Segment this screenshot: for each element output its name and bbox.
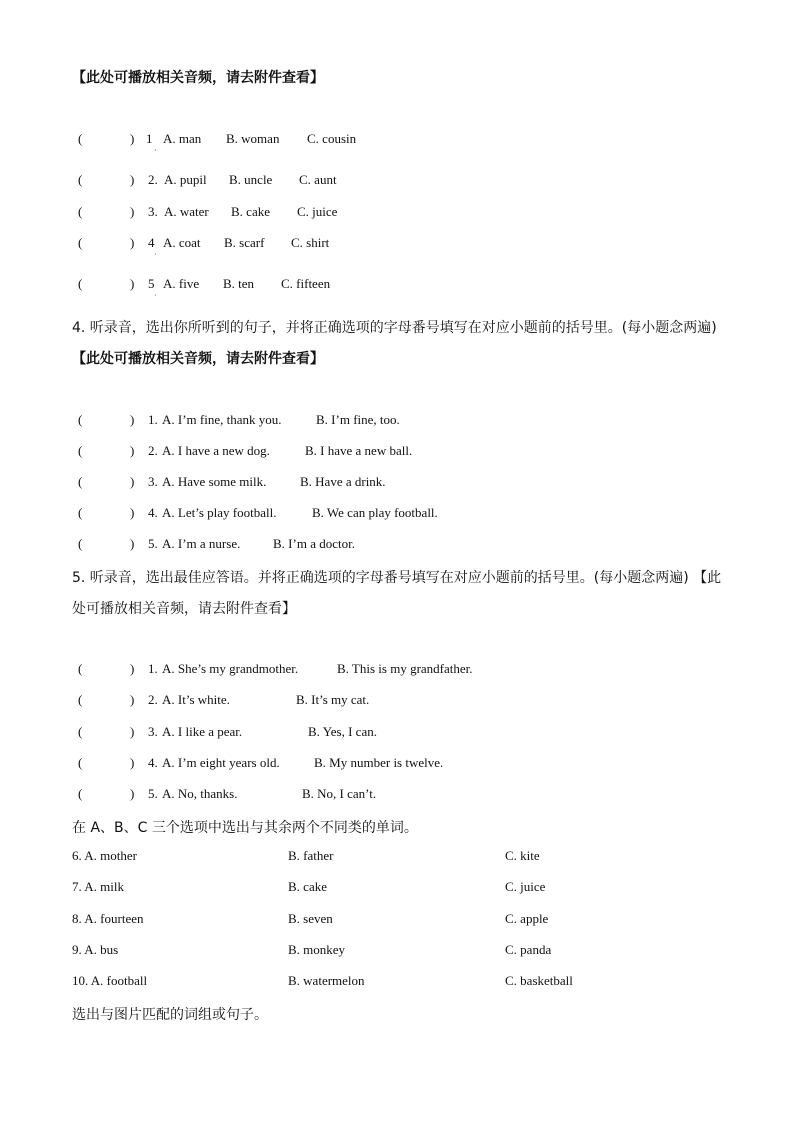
dot-mark: · — [154, 146, 157, 155]
option-a: A. Let’s play football. — [162, 505, 277, 520]
option-b: B. watermelon — [288, 973, 365, 988]
list-item — [72, 911, 672, 929]
question-number: 1 — [146, 131, 153, 146]
question-number: 5. — [148, 786, 158, 801]
section5-heading-cont: 处可播放相关音频，请去附件查看】 — [72, 601, 296, 617]
question-number: 4. — [148, 505, 158, 520]
option-c: C. cousin — [307, 131, 357, 146]
audio-notice: 【此处可播放相关音频，请去附件查看】 — [72, 351, 324, 367]
answer-paren-open: ( — [78, 204, 83, 219]
question-number: 1. — [148, 412, 158, 427]
option-a: 6. A. mother — [72, 848, 137, 863]
option-b: B. I’m a doctor. — [273, 536, 355, 551]
option-a: A. I’m fine, thank you. — [162, 412, 282, 427]
option-a: A. I’m eight years old. — [162, 755, 280, 770]
answer-paren-close: ) — [130, 131, 135, 146]
answer-paren-close: ) — [130, 412, 135, 427]
option-b: B. uncle — [229, 172, 273, 187]
section5-heading: 5. 听录音，选出最佳应答语。并将正确选项的字母番号填写在对应小题前的括号里。(每小题念两遍) 【此 — [72, 570, 722, 586]
question-number: 3. — [148, 474, 158, 489]
question-number: 4 — [148, 235, 155, 250]
picture-match-heading: 选出与图片匹配的词组或句子。 — [72, 1007, 268, 1023]
option-a: A. She’s my grandmother. — [162, 661, 299, 676]
answer-paren-close: ) — [130, 474, 135, 489]
option-b: B. Have a drink. — [300, 474, 386, 489]
question-number: 3. — [148, 724, 158, 739]
answer-paren-open: ( — [78, 755, 83, 770]
question-number: 4. — [148, 755, 158, 770]
answer-paren-open: ( — [78, 235, 83, 250]
option-b: B. father — [288, 848, 334, 863]
answer-paren-open: ( — [78, 661, 83, 676]
answer-paren-close: ) — [130, 786, 135, 801]
answer-paren-close: ) — [130, 661, 135, 676]
option-a: 9. A. bus — [72, 942, 119, 957]
option-b: B. My number is twelve. — [314, 755, 444, 770]
option-a: A. water — [164, 204, 209, 219]
answer-paren-open: ( — [78, 786, 83, 801]
answer-paren-close: ) — [130, 692, 135, 707]
section4-heading: 4. 听录音，选出你所听到的句子，并将正确选项的字母番号填写在对应小题前的括号里。(每小题念两遍) — [72, 320, 717, 336]
option-a: A. coat — [163, 235, 201, 250]
option-a: A. man — [163, 131, 202, 146]
answer-paren-open: ( — [78, 276, 83, 291]
option-b: B. I have a new ball. — [305, 443, 413, 458]
list-item — [72, 848, 672, 866]
answer-paren-open: ( — [78, 536, 83, 551]
option-a: 7. A. milk — [72, 879, 125, 894]
option-c: C. aunt — [299, 172, 337, 187]
option-c: C. juice — [297, 204, 338, 219]
audio-notice: 【此处可播放相关音频，请去附件查看】 — [72, 70, 324, 86]
option-b: B. Yes, I can. — [308, 724, 377, 739]
option-a: A. pupil — [164, 172, 207, 187]
option-b: B. It’s my cat. — [296, 692, 370, 707]
option-a: A. No, thanks. — [162, 786, 238, 801]
option-c: C. fifteen — [281, 276, 331, 291]
answer-paren-open: ( — [78, 505, 83, 520]
question-number: 5 — [148, 276, 155, 291]
question-number: 1. — [148, 661, 158, 676]
option-c: C. basketball — [505, 973, 573, 988]
answer-paren-open: ( — [78, 131, 83, 146]
option-c: C. kite — [505, 848, 540, 863]
answer-paren-close: ) — [130, 172, 135, 187]
option-a: A. Have some milk. — [162, 474, 267, 489]
dot-mark: · — [154, 250, 157, 259]
answer-paren-close: ) — [130, 755, 135, 770]
option-b: B. seven — [288, 911, 333, 926]
dot-mark: · — [154, 291, 157, 300]
list-item — [72, 942, 672, 960]
option-a: A. I’m a nurse. — [162, 536, 241, 551]
answer-paren-open: ( — [78, 443, 83, 458]
option-c: C. shirt — [291, 235, 330, 250]
list-item — [72, 879, 672, 897]
option-c: C. apple — [505, 911, 549, 926]
question-number: 2. — [148, 172, 158, 187]
answer-paren-open: ( — [78, 692, 83, 707]
answer-paren-open: ( — [78, 412, 83, 427]
option-b: B. We can play football. — [312, 505, 438, 520]
option-c: C. juice — [505, 879, 546, 894]
answer-paren-open: ( — [78, 724, 83, 739]
question-number: 3. — [148, 204, 158, 219]
option-a: A. I have a new dog. — [162, 443, 270, 458]
answer-paren-close: ) — [130, 276, 135, 291]
option-c: C. panda — [505, 942, 552, 957]
answer-paren-close: ) — [130, 204, 135, 219]
option-b: B. ten — [223, 276, 255, 291]
answer-paren-open: ( — [78, 474, 83, 489]
option-a: A. I like a pear. — [162, 724, 243, 739]
answer-paren-close: ) — [130, 724, 135, 739]
option-b: B. scarf — [224, 235, 265, 250]
answer-paren-close: ) — [130, 235, 135, 250]
option-b: B. cake — [288, 879, 327, 894]
question-number: 2. — [148, 692, 158, 707]
question-number: 5. — [148, 536, 158, 551]
odd-one-heading: 在 A、B、C 三个选项中选出与其余两个不同类的单词。 — [72, 820, 418, 836]
option-b: B. monkey — [288, 942, 346, 957]
option-a: 8. A. fourteen — [72, 911, 144, 926]
option-b: B. cake — [231, 204, 270, 219]
option-b: B. This is my grandfather. — [337, 661, 473, 676]
answer-paren-close: ) — [130, 505, 135, 520]
option-a: A. It’s white. — [162, 692, 230, 707]
option-b: B. I’m fine, too. — [316, 412, 400, 427]
question-number: 2. — [148, 443, 158, 458]
option-b: B. woman — [226, 131, 280, 146]
option-a: 10. A. football — [72, 973, 148, 988]
option-a: A. five — [163, 276, 200, 291]
answer-paren-open: ( — [78, 172, 83, 187]
answer-paren-close: ) — [130, 536, 135, 551]
answer-paren-close: ) — [130, 443, 135, 458]
list-item — [72, 973, 672, 991]
option-b: B. No, I can’t. — [302, 786, 377, 801]
